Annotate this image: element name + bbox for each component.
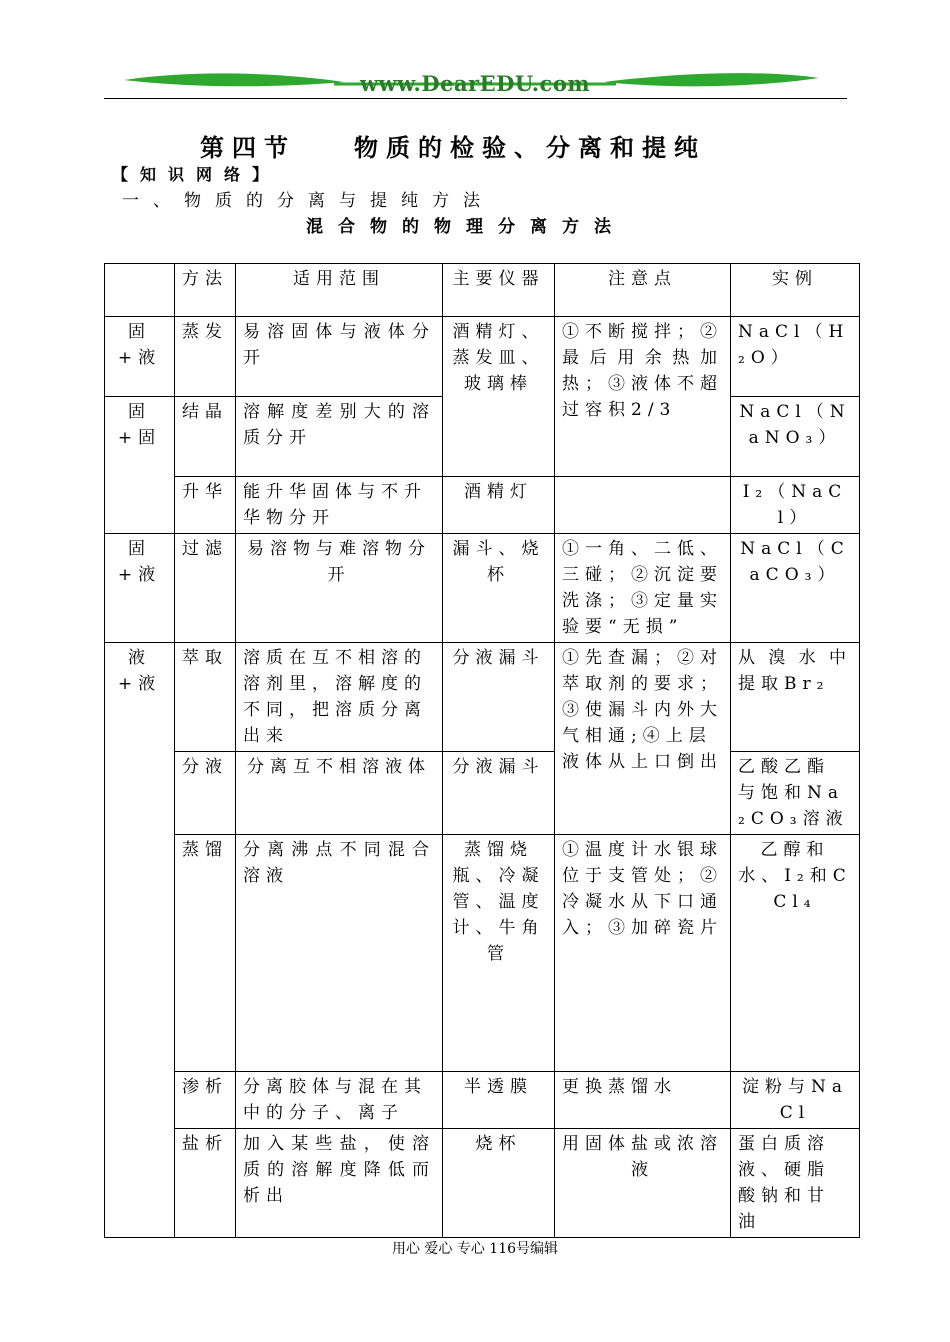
header-blank-cell [105, 264, 175, 317]
instruments-cell: 分液漏斗 [443, 752, 555, 835]
scope-cell: 加入某些盐，使溶质的溶解度降低而析出 [236, 1129, 443, 1238]
table-title: 混合物的物理分离方法 [306, 217, 626, 237]
method-cell: 渗析 [175, 1072, 236, 1129]
scope-cell: 易溶物与难溶物分开 [236, 534, 443, 643]
instruments-cell: 烧杯 [443, 1129, 555, 1238]
scope-cell: 分离沸点不同混合溶液 [236, 835, 443, 1072]
group-label: 固+固 [105, 397, 175, 534]
example-cell: NaCl（H₂O） [731, 317, 860, 397]
scope-cell: 易溶固体与液体分开 [236, 317, 443, 397]
method-cell: 结晶 [175, 397, 236, 477]
method-cell: 分液 [175, 752, 236, 835]
group-label: 固+液 [105, 534, 175, 643]
scope-cell: 能升华固体与不升华物分开 [236, 477, 443, 534]
header-instruments: 主要仪器 [443, 264, 555, 317]
method-cell: 蒸发 [175, 317, 236, 397]
brand-logo-text: www.DearEDU.com [359, 71, 591, 96]
header-example: 实例 [731, 264, 860, 317]
table-row [105, 477, 860, 534]
section-heading: 【知识网络】 [112, 165, 281, 184]
notes-cell: 用固体盐或浓溶液 [555, 1129, 731, 1238]
notes-cell: ①温度计水银球位于支管处；②冷凝水从下口通入；③加碎瓷片 [555, 835, 731, 1072]
table-row [105, 1072, 860, 1129]
example-cell: 乙酸乙酯与饱和Na₂CO₃溶液 [731, 752, 860, 835]
example-cell: 淀粉与NaCl [731, 1072, 860, 1129]
page-footer: 用心 爱心 专心 116号编辑 [391, 1241, 559, 1257]
page-title [200, 128, 706, 163]
method-cell: 过滤 [175, 534, 236, 643]
instruments-cell: 半透膜 [443, 1072, 555, 1129]
example-cell: NaCl（CaCO₃） [731, 534, 860, 643]
group-label: 液+液 [105, 643, 175, 1238]
notes-cell [555, 477, 731, 534]
header-rule [104, 98, 847, 99]
instruments-cell: 蒸馏烧瓶、冷凝管、温度计、牛角管 [443, 835, 555, 1072]
instruments-cell: 分液漏斗 [443, 643, 555, 752]
instruments-cell: 漏斗、烧杯 [443, 534, 555, 643]
header-notes: 注意点 [555, 264, 731, 317]
notes-cell: 更换蒸馏水 [555, 1072, 731, 1129]
method-cell: 升华 [175, 477, 236, 534]
group-label: 固+液 [105, 317, 175, 397]
header-method: 方法 [175, 264, 236, 317]
method-cell: 盐析 [175, 1129, 236, 1238]
example-cell: 蛋白质溶液、硬脂酸钠和甘油 [731, 1129, 860, 1238]
scope-cell: 分离互不相溶液体 [236, 752, 443, 835]
instruments-cell: 酒精灯 [443, 477, 555, 534]
title-topic: 物质的检验、分离和提纯 [354, 133, 706, 162]
scope-cell: 溶解度差别大的溶质分开 [236, 397, 443, 477]
table-row [105, 835, 860, 1072]
table-row [105, 643, 860, 752]
notes-cell: ①先查漏；②对萃取剂的要求；③使漏斗内外大气相通;④上层液体从上口倒出 [555, 643, 731, 835]
example-cell: NaCl（NaNO₃） [731, 397, 860, 477]
header-scope: 适用范围 [236, 264, 443, 317]
subsection-heading: 一、物质的分离与提纯方法 [122, 191, 494, 211]
example-cell: I₂（NaCl） [731, 477, 860, 534]
example-cell: 乙醇和水、I₂和CCl₄ [731, 835, 860, 1072]
scope-cell: 溶质在互不相溶的溶剂里，溶解度的不同，把溶质分离出来 [236, 643, 443, 752]
notes-cell: ①不断搅拌；②最后用余热加热；③液体不超过容积2/3 [555, 317, 731, 477]
table-row [105, 1129, 860, 1238]
method-cell: 蒸馏 [175, 835, 236, 1072]
instruments-cell: 酒精灯、蒸发皿、玻璃棒 [443, 317, 555, 477]
method-cell: 萃取 [175, 643, 236, 752]
table-header-row [105, 264, 860, 317]
title-section-number: 第四节 [200, 133, 296, 162]
notes-cell: ①一角、二低、三碰；②沉淀要洗涤；③定量实验要“无损” [555, 534, 731, 643]
table-row [105, 752, 860, 835]
scope-cell: 分离胶体与混在其中的分子、离子 [236, 1072, 443, 1129]
example-cell: 从溴水中提取Br₂ [731, 643, 860, 752]
table-row [105, 317, 860, 397]
separation-methods-table [104, 263, 860, 1238]
table-row [105, 534, 860, 643]
